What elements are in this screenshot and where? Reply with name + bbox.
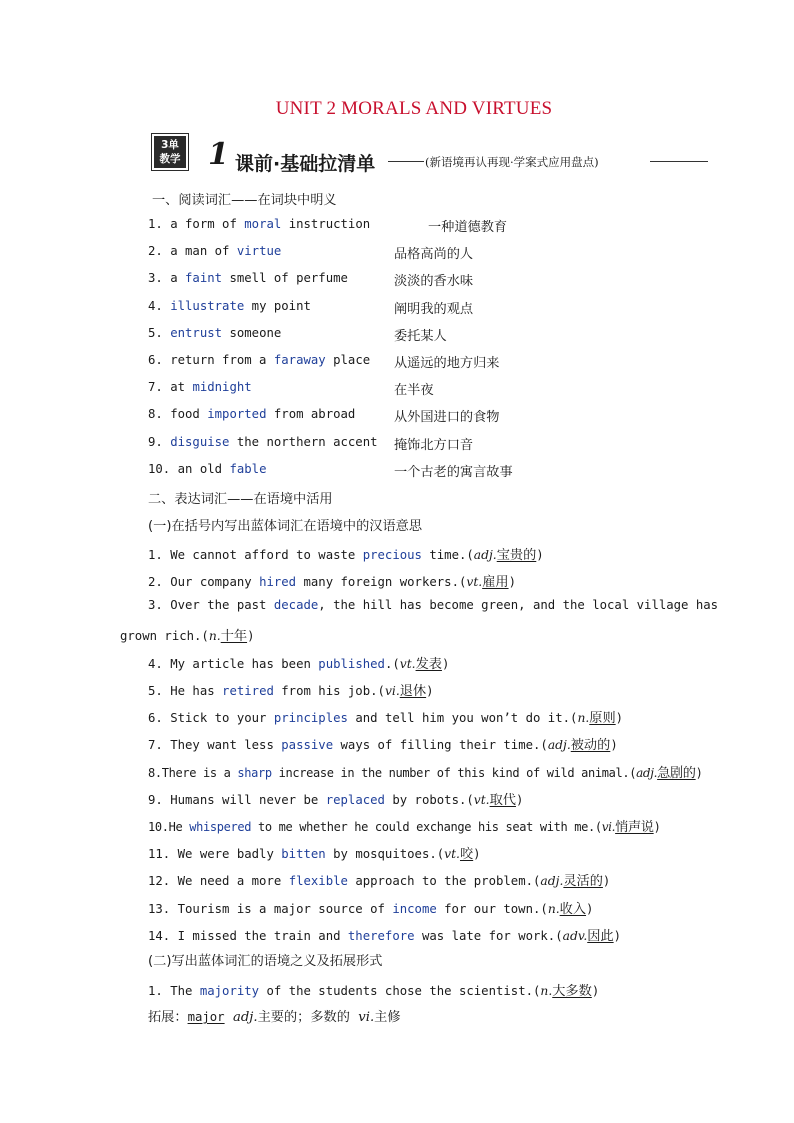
answer-text: 悄声说 [615, 820, 654, 835]
sentence-item [148, 816, 661, 835]
sentence-item [148, 734, 618, 753]
answer-end: ) [610, 738, 618, 752]
vocab-blue-word: faint [185, 271, 223, 285]
sentence-pre: We need a more [177, 874, 289, 888]
vocab-blue-word: illustrate [170, 299, 245, 313]
answer-text: 灵活的 [563, 874, 603, 889]
sentence-num: 3. [148, 598, 163, 612]
vocab-item [148, 326, 281, 340]
sentence-num: 11. [148, 847, 171, 861]
answer-text: 被动的 [570, 738, 611, 753]
vocab-post: someone [222, 326, 282, 340]
answer-pos: n. [547, 902, 560, 916]
sentence-num: 14. [148, 929, 171, 943]
sentence-pre: He [168, 820, 190, 834]
answer-pos: vt. [473, 793, 490, 807]
sentence-post: and tell him you won’t do it.( [347, 711, 578, 725]
sentence-item [148, 789, 523, 808]
sentence-post: by robots.( [384, 793, 474, 807]
expand-word: major [187, 1010, 225, 1024]
answer-end: ) [515, 793, 524, 807]
answer-text: 急剧的 [657, 766, 696, 781]
sentence-blue-word: bitten [281, 847, 326, 861]
vocab-num: 10. [148, 462, 171, 476]
ext-pre: The [170, 984, 200, 998]
sentence-item [148, 544, 544, 563]
answer-pos: adv. [562, 929, 588, 943]
vocab-item [148, 244, 281, 258]
sentence-item [148, 762, 702, 781]
ext-blue-word: majority [199, 984, 260, 998]
answer-end: ) [247, 629, 255, 643]
section-subheading: (新语境再认再现·学案式应用盘点) [425, 155, 599, 169]
vocab-pre: food [170, 407, 208, 421]
vocab-blue-word: midnight [192, 380, 252, 394]
ext-post: of the students chose the scientist.( [259, 984, 541, 998]
answer-text: 原则 [589, 711, 616, 726]
section-number: 1 [208, 137, 229, 172]
sentence-item [148, 925, 621, 944]
sentence-pre: Our company [170, 575, 260, 589]
sentence-num: 1. [148, 548, 163, 562]
vocab-meaning: 阐明我的观点 [394, 302, 474, 317]
vocab-pre: a form of [170, 217, 245, 231]
sentence-blue-word: retired [222, 684, 274, 698]
sentence-num: 9. [148, 793, 163, 807]
sentence-num: 2. [148, 575, 163, 589]
section-heading: 课前·基础拉清单 [235, 153, 376, 175]
sentence-item [148, 898, 593, 917]
vocab-item [148, 380, 252, 394]
sentence-post: by mosquitoes.( [325, 847, 445, 861]
sentence-blue-word: hired [259, 575, 297, 589]
sentence-item [148, 707, 623, 726]
vocab-blue-word: faraway [273, 353, 326, 367]
answer-end: ) [613, 929, 622, 943]
sentence-pre: He has [170, 684, 223, 698]
answer-pos: adj. [540, 874, 564, 888]
sentence-blue-word: principles [273, 711, 348, 725]
sentence-pre: There is a [161, 766, 238, 780]
sentence-num: 7. [148, 738, 163, 752]
sentence-post: ways of filling their time.( [333, 738, 548, 752]
part1-heading: 一、阅读词汇——在词块中明义 [152, 193, 337, 208]
vocab-meaning: 一个古老的寓言故事 [394, 465, 513, 480]
vocab-pre: a man of [170, 244, 237, 258]
vocab-meaning: 从遥远的地方归来 [394, 356, 500, 371]
ext-num: 1. [148, 984, 163, 998]
vocab-num: 1. [148, 217, 163, 231]
vocab-item [148, 435, 378, 449]
sentence-pre: Humans will never be [170, 793, 326, 807]
answer-end: ) [508, 575, 516, 589]
sentence-post: , the hill has become green, and the local village has [318, 598, 719, 612]
expand-pos2: vi. [358, 1010, 375, 1025]
answer-end: ) [473, 847, 481, 861]
answer-end: ) [536, 548, 544, 562]
part2-heading: 二、表达词汇——在语境中活用 [148, 492, 333, 507]
sentence-num: 13. [148, 902, 171, 916]
vocab-meaning: 一种道德教育 [428, 220, 508, 235]
vocab-blue-word: virtue [236, 244, 282, 258]
vocab-blue-word: imported [207, 407, 267, 421]
sentence-pre: My article has been [170, 657, 319, 671]
vocab-item [148, 271, 348, 285]
sentence-post: time.( [421, 548, 474, 562]
sentence-pre: They want less [170, 738, 282, 752]
sentence-item [148, 653, 449, 672]
answer-pos: vi. [601, 820, 616, 834]
answer-text: 发表 [415, 657, 442, 672]
sentence-blue-word: decade [273, 598, 319, 612]
answer-end: ) [615, 711, 624, 725]
ext-pos: n. [540, 984, 553, 998]
part2-sub1: (一)在括号内写出蓝体词汇在语境中的汉语意思 [148, 519, 423, 534]
answer-pos: adj. [636, 766, 658, 780]
badge-line-1: 3单 [161, 139, 179, 151]
teaching-badge [152, 134, 188, 170]
heading-rule-right [650, 161, 708, 162]
vocab-num: 5. [148, 326, 163, 340]
vocab-meaning: 从外国进口的食物 [394, 410, 500, 425]
answer-pos: n. [577, 711, 590, 725]
sentence-post: increase in the number of this kind of wild animal.( [271, 766, 637, 780]
vocab-meaning: 掩饰北方口音 [394, 438, 474, 453]
vocab-num: 6. [148, 353, 163, 367]
answer-pos: adj. [547, 738, 571, 752]
expand-meaning1: 主要的；多数的 [257, 1010, 350, 1025]
vocab-meaning: 委托某人 [394, 329, 447, 344]
sentence-pre: We cannot afford to waste [170, 548, 363, 562]
sentence-blue-word: therefore [347, 929, 415, 943]
expand-pos1: adj. [232, 1010, 258, 1025]
vocab-blue-word: fable [229, 462, 267, 476]
sentence-post: .( [384, 657, 400, 671]
vocab-item [148, 353, 370, 367]
vocab-blue-word: entrust [170, 326, 223, 340]
answer-end: ) [695, 766, 703, 780]
answer-text: 雇用 [482, 575, 509, 590]
answer-pos: vt. [466, 575, 483, 589]
answer-pos: n. [208, 629, 221, 643]
answer-text: 因此 [587, 929, 614, 944]
answer-end: ) [586, 902, 594, 916]
vocab-meaning: 在半夜 [394, 383, 434, 398]
sentence-post: approach to the problem.( [347, 874, 541, 888]
vocab-post: smell of perfume [222, 271, 348, 285]
answer-pos: vi. [384, 684, 400, 698]
answer-text: 宝贵的 [496, 548, 537, 563]
sentence-blue-word: passive [281, 738, 334, 752]
sentence-blue-word: replaced [325, 793, 385, 807]
sentence-num: 6. [148, 711, 163, 725]
answer-end: ) [602, 874, 611, 888]
vocab-post: my point [244, 299, 311, 313]
sentence-post: to me whether he could exchange his seat with me.( [251, 820, 602, 834]
extension-sentence [148, 980, 599, 999]
sentence-pre: We were badly [177, 847, 282, 861]
sentence-item [148, 598, 718, 612]
sentence-blue-word: flexible [288, 874, 348, 888]
sentence-pre: I missed the train and [177, 929, 348, 943]
vocab-num: 3. [148, 271, 163, 285]
answer-pos: adj. [473, 548, 497, 562]
vocab-num: 2. [148, 244, 163, 258]
sentence-blue-word: precious [362, 548, 422, 562]
sentence-pre: Over the past [170, 598, 274, 612]
sentence-num: 12. [148, 874, 171, 888]
expand-line [148, 1006, 401, 1025]
vocab-pre: at [170, 380, 193, 394]
sentence-num: 8. [148, 766, 162, 780]
sentence-blue-word: published [318, 657, 385, 671]
vocab-item [148, 462, 266, 476]
expand-label: 拓展： [148, 1010, 188, 1025]
answer-end: ) [426, 684, 434, 698]
answer-end: ) [441, 657, 450, 671]
answer-end: ) [653, 820, 661, 834]
sentence-item [148, 870, 610, 889]
vocab-post: the northern accent [229, 435, 378, 449]
sentence-num: 5. [148, 684, 163, 698]
heading-rule-left [388, 161, 424, 162]
vocab-item [148, 217, 370, 231]
sentence-post: for our town.( [436, 902, 548, 916]
vocab-post: place [325, 353, 371, 367]
sentence-blue-word: income [392, 902, 437, 916]
vocab-post: instruction [281, 217, 371, 231]
sentence-blue-word: sharp [237, 766, 272, 780]
sentence-pre: Tourism is a major source of [177, 902, 393, 916]
ext-end: ) [591, 984, 600, 998]
sentence-item [148, 680, 434, 699]
sentence-blue-word: whispered [189, 820, 252, 834]
vocab-item [148, 407, 355, 421]
vocab-pre: an old [177, 462, 230, 476]
expand-meaning2: 主修 [374, 1010, 401, 1025]
unit-title: UNIT 2 MORALS AND VIRTUES [275, 98, 553, 119]
vocab-meaning: 淡淡的香水味 [394, 274, 474, 289]
vocab-post: from abroad [266, 407, 356, 421]
sentence-num: 4. [148, 657, 163, 671]
answer-pos: vt. [444, 847, 460, 861]
vocab-num: 4. [148, 299, 163, 313]
badge-line-2: 教学 [159, 153, 181, 165]
part2-sub2: (二)写出蓝体词汇的语境之义及拓展形式 [148, 954, 383, 969]
vocab-num: 9. [148, 435, 163, 449]
ext-answer: 大多数 [552, 984, 592, 999]
sentence-num: 10. [148, 820, 169, 834]
vocab-meaning: 品格高尚的人 [394, 247, 474, 262]
answer-text: 退休 [399, 684, 427, 699]
sentence-continuation [120, 625, 254, 644]
sentence-post: from his job.( [273, 684, 385, 698]
vocab-blue-word: moral [244, 217, 282, 231]
sentence-cont: grown rich.( [120, 629, 209, 643]
sentence-post: many foreign workers.( [296, 575, 467, 589]
answer-text: 收入 [559, 902, 587, 917]
vocab-blue-word: disguise [170, 435, 230, 449]
answer-pos: vt. [399, 657, 416, 671]
vocab-num: 7. [148, 380, 163, 394]
answer-text: 取代 [489, 793, 516, 808]
sentence-item [148, 571, 516, 590]
vocab-num: 8. [148, 407, 163, 421]
answer-text: 十年 [220, 629, 248, 644]
sentence-pre: Stick to your [170, 711, 274, 725]
vocab-pre: a [170, 271, 186, 285]
vocab-item [148, 299, 311, 313]
sentence-item [148, 843, 481, 862]
vocab-pre: return from a [170, 353, 274, 367]
sentence-post: was late for work.( [414, 929, 563, 943]
answer-text: 咬 [459, 847, 474, 862]
